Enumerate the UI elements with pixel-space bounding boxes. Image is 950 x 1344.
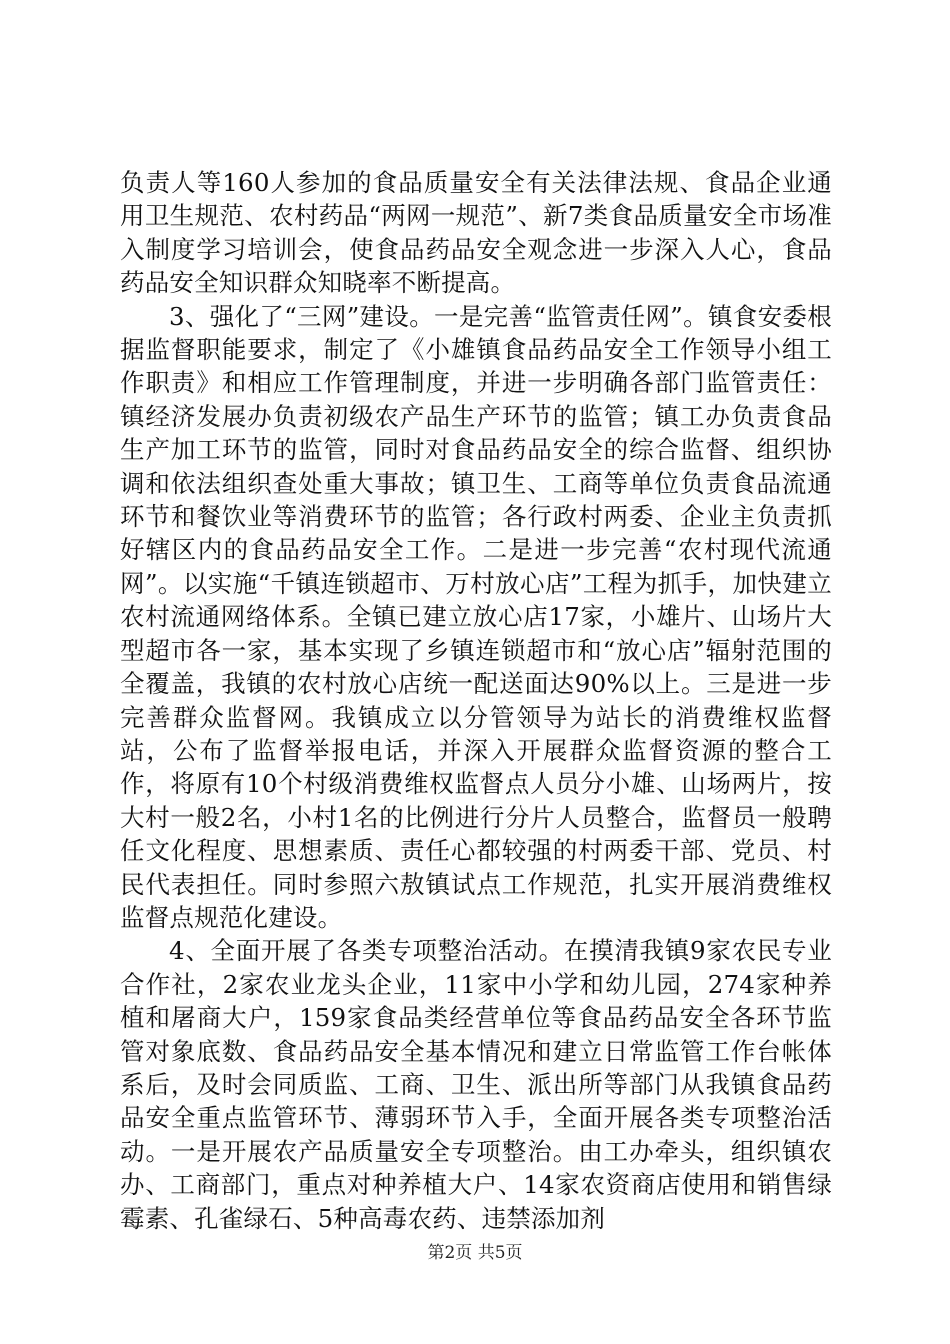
paragraph-special-rectification: 4、全面开展了各类专项整治活动。在摸清我镇9家农民专业合作社，2家农业龙头企业，11家中小学和幼儿园，274家种养植和屠商大户，159家食品类经营单位等食品药品安全各环节监管对象底数、食品药品安全基本情况和建立日常监管工作台帐体系后，及时会同质监、工商、卫生、派出所等部门从我镇食品药品安全重点监管环节、薄弱环节入手，全面开展各类专项整治活动。一是开展农产品质量安全专项整治。由工办牵头，组织镇农办、工商部门，重点对种养植大户、14家农资商店使用和销售绿霉素、孔雀绿石、5种高毒农药、违禁添加剂 <box>120 936 832 1233</box>
paragraph-three-networks: 3、强化了“三网”建设。一是完善“监管责任网”。镇食安委根据监督职能要求，制定了《小雄镇食品药品安全工作领导小组工作职责》和相应工作管理制度，并进一步明确各部门监管责任：镇经济发展办负责初级农产品生产环节的监管；镇工办负责食品生产加工环节的监管，同时对食品药品安全的综合监督、组织协调和依法组织查处重大事故；镇卫生、工商等单位负责食品流通环节和餐饮业等消费环节的监管；各行政村两委、企业主负责抓好辖区内的食品药品安全工作。二是进一步完善“农村现代流通网”。以实施“千镇连锁超市、万村放心店”工程为抓手，加快建立农村流通网络体系。全镇已建立放心店17家，小雄片、山场片大型超市各一家，基本实现了乡镇连锁超市和“放心店”辐射范围的全覆盖，我镇的农村放心店统一配送面达90%以上。三是进一步完善群众监督网。我镇成立以分管领导为站长的消费维权监督站，公布了监督举报电话，并深入开展群众监督资源的整合工作，将原有10个村级消费维权监督点人员分小雄、山场两片，按大村一般2名，小村1名的比例进行分片人员整合，监督员一般聘任文化程度、思想素质、责任心都较强的村两委干部、党员、村民代表担任。同时参照六敖镇试点工作规范，扎实开展消费维权监督点规范化建设。 <box>120 301 832 932</box>
page-number-footer: 第2页 共5页 <box>427 1243 523 1263</box>
paragraph-continuation: 负责人等160人参加的食品质量安全有关法律法规、食品企业通用卫生规范、农村药品“两网一规范”、新7类食品质量安全市场准入制度学习培训会，使食品药品安全观念进一步深入人心，食品药品安全知识群众知晓率不断提高。 <box>120 168 832 298</box>
document-body <box>120 166 832 1235</box>
